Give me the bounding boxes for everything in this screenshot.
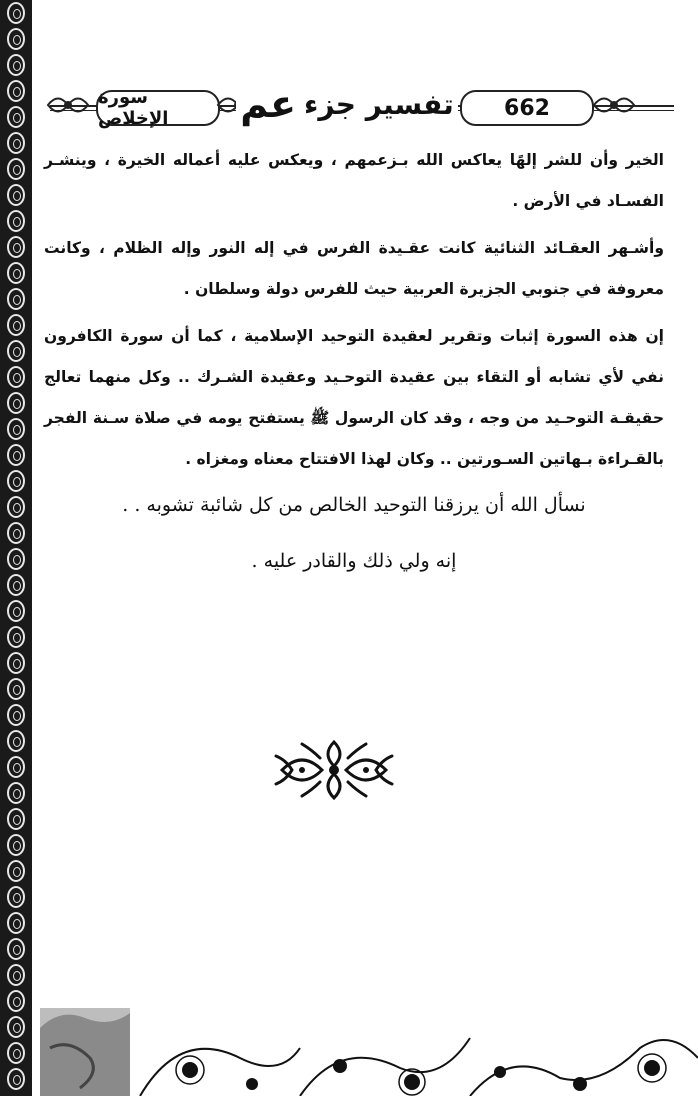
book-title — [236, 76, 458, 132]
border-knot-icon — [7, 652, 25, 674]
border-knot-icon — [7, 80, 25, 102]
border-knot-icon — [7, 574, 25, 596]
border-knot-icon — [7, 314, 25, 336]
header-right-ornament — [592, 90, 636, 120]
book-title-prefix: تفسير جزء — [304, 87, 454, 121]
border-knot-icon — [7, 418, 25, 440]
border-knot-icon — [7, 912, 25, 934]
border-knot-icon — [7, 184, 25, 206]
border-knot-icon — [7, 210, 25, 232]
paragraph-2: وأشـهر العقـائد الثنائية كانت عقـيدة الفرس في إله النور وإله الظلام ، وكانت معروفة في جنوبي الجزيرة العربية حيث للفرس دولة وسلطان . — [44, 239, 664, 298]
page-header — [40, 72, 694, 136]
border-knot-icon — [7, 496, 25, 518]
border-knot-icon — [7, 522, 25, 544]
border-knot-icon — [7, 236, 25, 258]
border-knotwork — [4, 0, 28, 1092]
border-knot-icon — [7, 470, 25, 492]
border-knot-icon — [7, 288, 25, 310]
body-text — [44, 140, 664, 480]
border-knot-icon — [7, 678, 25, 700]
supplication-line-2: إنه ولي ذلك والقادر عليه . — [251, 550, 457, 572]
border-knot-icon — [7, 262, 25, 284]
border-knot-icon — [7, 626, 25, 648]
border-knot-icon — [7, 158, 25, 180]
border-knot-icon — [7, 808, 25, 830]
decorative-border — [0, 0, 32, 1096]
border-knot-icon — [7, 756, 25, 778]
border-knot-icon — [7, 444, 25, 466]
border-knot-icon — [7, 106, 25, 128]
paragraph-1: الخير وأن للشر إلهًا يعاكس الله بـزعمهم ، ويعكس عليه أعماله الخيرة ، وينشـر الفسـاد في الأرض . — [44, 151, 664, 210]
border-knot-icon — [7, 1068, 25, 1090]
border-knot-icon — [7, 1042, 25, 1064]
border-knot-icon — [7, 782, 25, 804]
border-knot-icon — [7, 548, 25, 570]
border-knot-icon — [7, 860, 25, 882]
border-knot-icon — [7, 28, 25, 50]
border-knot-icon — [7, 938, 25, 960]
border-knot-icon — [7, 340, 25, 362]
border-knot-icon — [7, 2, 25, 24]
footer-floral-decoration — [40, 988, 698, 1096]
border-knot-icon — [7, 704, 25, 726]
border-knot-icon — [7, 54, 25, 76]
paragraph-3: إن هذه السورة إثبات وتقرير لعقيدة التوحيد الإسلامية ، كما أن سورة الكافرون نفي لأي تشابه أو التقاء بين عقيدة التوحـيد وعقيدة الشـرك .. وكل منهما تعالج حقيقـة التوحـيد من وجه ، وقد كان الرسول ﷺ يستفتح يومه في صلاة سـنة الفجر بالقـراءة بـهاتين السـورتين .. وكان لهذا الافتتاح معناه ومغزاه . — [44, 327, 664, 468]
page-number: 662 — [460, 90, 594, 126]
surah-name-label: سورة الإخلاص — [96, 90, 220, 126]
border-knot-icon — [7, 886, 25, 908]
border-knot-icon — [7, 730, 25, 752]
border-knot-icon — [7, 366, 25, 388]
border-knot-icon — [7, 600, 25, 622]
book-title-juz: عم — [240, 82, 297, 126]
border-knot-icon — [7, 990, 25, 1012]
border-knot-icon — [7, 964, 25, 986]
header-left-ornament — [46, 90, 90, 120]
border-knot-icon — [7, 392, 25, 414]
border-knot-icon — [7, 834, 25, 856]
section-end-ornament — [272, 736, 396, 804]
supplication-line-1: نسأل الله أن يرزقنا التوحيد الخالص من كل شائبة تشوبه . . — [122, 494, 586, 516]
border-knot-icon — [7, 1016, 25, 1038]
border-knot-icon — [7, 132, 25, 154]
